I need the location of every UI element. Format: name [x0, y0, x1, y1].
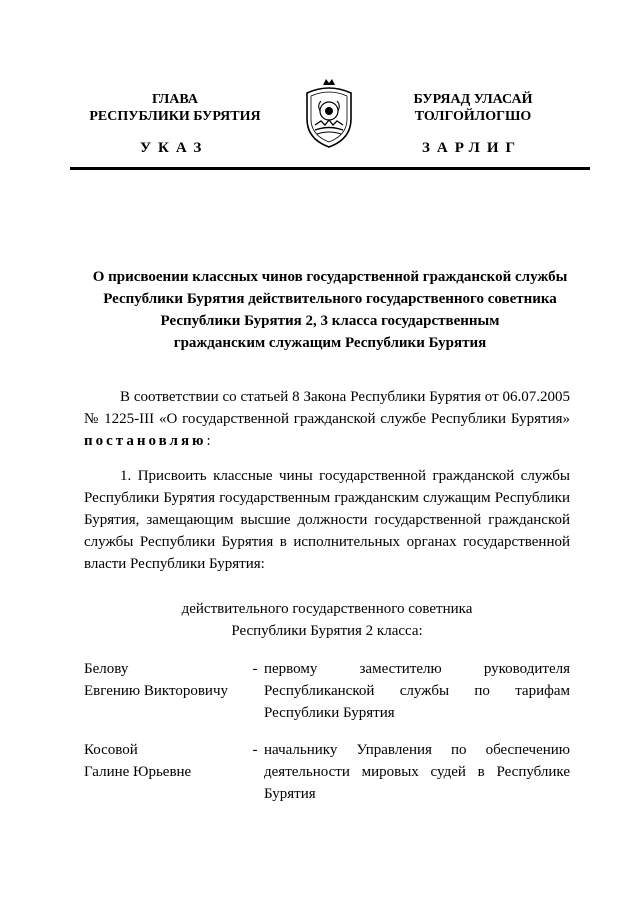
preamble-text: В соответствии со статьей 8 Закона Республики Бурятия от 06.07.2005 № 1225-III «О государственной гражданской службе Республики Бурятия»: [84, 389, 570, 427]
appointee-name: [84, 658, 244, 702]
appointee-name: [84, 739, 244, 783]
title-line: гражданским служащим Республики Бурятия: [173, 335, 487, 351]
appointee-given-name: Галине Юрьевне: [84, 764, 192, 780]
appointee-position: начальнику Управления по обеспечению деятельности мировых судей в Республике Бурятия: [264, 742, 570, 802]
header-divider: [70, 167, 590, 170]
header-right: [378, 91, 568, 125]
preamble-emphasis: постановляю: [84, 433, 207, 449]
paragraph-1: [84, 465, 570, 575]
appointee-surname: Белову: [84, 661, 129, 677]
appointee-entry: [84, 658, 570, 728]
header-left-line1: ГЛАВА: [152, 92, 198, 107]
appointee-position: первому заместителю руководителя Республиканской службы по тарифам Республики Бурятия: [264, 661, 570, 721]
rank-line: действительного государственного советника: [181, 601, 473, 617]
header-left-line2: РЕСПУБЛИКИ БУРЯТИЯ: [89, 109, 261, 124]
appointee-given-name: Евгению Викторовичу: [84, 683, 229, 699]
entry-dash: -: [252, 661, 258, 677]
rank-heading: [84, 598, 570, 642]
preamble-paragraph: [84, 386, 570, 452]
decree-label-ru: УКАЗ: [140, 140, 209, 156]
appointee-entry: [84, 739, 570, 809]
entry-dash: -: [252, 742, 258, 758]
title-line: О присвоении классных чинов государственной гражданской службы: [92, 269, 568, 285]
paragraph-1-text: 1. Присвоить классные чины государственной гражданской службы Республики Бурятия государственным гражданским служащим Республики Бурятия, замещающим высшие должности государственной гражданской службы Республики Бурятия в исполнительных органах государственной власти Республики Бурятия:: [84, 468, 570, 572]
decree-label-bua: ЗАРЛИГ: [422, 140, 523, 156]
preamble-end: :: [206, 433, 211, 449]
header-right-line2: ТОЛГОЙЛОГШО: [414, 109, 532, 124]
rank-line: Республики Бурятия 2 класса:: [231, 623, 423, 639]
title-line: Республики Бурятия действительного государственного советника: [103, 291, 557, 307]
appointee-surname: Косовой: [84, 742, 138, 758]
header-right-line1: БУРЯАД УЛАСАЙ: [413, 92, 533, 107]
title-line: Республики Бурятия 2, 3 класса государственным: [160, 313, 500, 329]
coat-of-arms-icon: [303, 75, 355, 149]
document-title: [70, 266, 590, 354]
header-left: [80, 91, 270, 125]
